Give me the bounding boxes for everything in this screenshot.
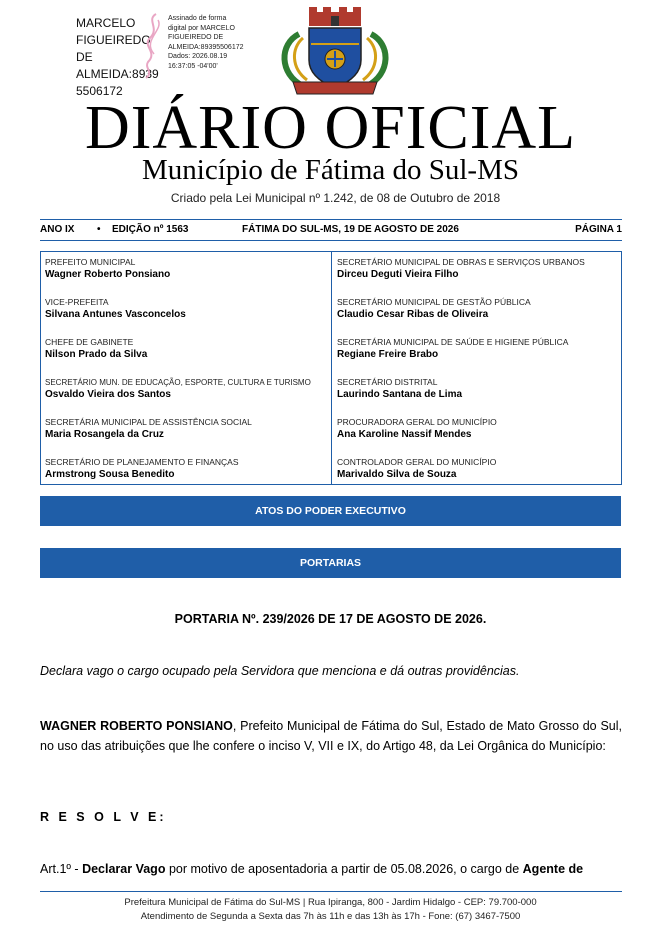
section-header-portarias: PORTARIAS bbox=[40, 548, 621, 578]
edition-bar-bottom-rule bbox=[40, 240, 622, 241]
footer-rule bbox=[40, 891, 622, 892]
creation-law-note: Criado pela Lei Municipal nº 1.242, de 08 de Outubro de 2018 bbox=[170, 191, 501, 205]
signature-detail-line: FIGUEIREDO DE bbox=[168, 34, 224, 42]
signature-name-line: ALMEIDA:8939 bbox=[76, 67, 159, 81]
footer-hours: Atendimento de Segunda a Sexta das 7h às 11h e das 13h às 17h - Fone: (67) 3467-7500 bbox=[140, 911, 521, 922]
signature-detail-line: digital por MARCELO bbox=[168, 24, 235, 32]
page-subtitle: Município de Fátima do Sul-MS bbox=[142, 154, 519, 186]
officials-divider bbox=[331, 252, 332, 484]
official-name: Armstrong Sousa Benedito bbox=[45, 469, 175, 480]
signature-detail-line: Assinado de forma bbox=[168, 15, 227, 22]
edition-number: EDIÇÃO nº 1563 bbox=[112, 224, 189, 235]
edition-bar bbox=[40, 223, 622, 237]
official-entry bbox=[45, 337, 330, 361]
portaria-ementa: Declara vago o cargo ocupado pela Servidora que menciona e dá outras providências. bbox=[40, 664, 520, 678]
official-name: Nilson Prado da Silva bbox=[45, 349, 148, 360]
portaria-intro-text: , Prefeito Municipal de Fátima do Sul, Estado de Mato Grosso do Sul, no uso das atribuições que lhe confere o inciso V, VII e IX, do Artigo 48, da Lei Orgânica do Município: bbox=[40, 719, 622, 753]
edition-place-date: FÁTIMA DO SUL-MS, 19 DE AGOSTO DE 2026 bbox=[242, 224, 459, 235]
official-name: Silvana Antunes Vasconcelos bbox=[45, 309, 186, 320]
official-entry bbox=[45, 257, 330, 281]
official-role: CHEFE DE GABINETE bbox=[45, 337, 134, 347]
signature-name-line: 5506172 bbox=[76, 84, 123, 98]
mayor-name: WAGNER ROBERTO PONSIANO bbox=[40, 719, 233, 733]
official-entry bbox=[337, 457, 622, 481]
official-entry bbox=[337, 417, 622, 441]
official-name: Laurindo Santana de Lima bbox=[337, 389, 463, 400]
portaria-title: PORTARIA Nº. 239/2026 DE 17 DE AGOSTO DE 2026. bbox=[174, 612, 487, 626]
article-1-text: por motivo de aposentadoria a partir de 05.08.2026, o cargo de bbox=[165, 862, 523, 876]
municipal-coat-of-arms-icon bbox=[269, 4, 401, 96]
official-name: Wagner Roberto Ponsiano bbox=[45, 269, 171, 280]
official-role: SECRETÁRIO MUN. DE EDUCAÇÃO, ESPORTE, CULTURA E TURISMO bbox=[45, 378, 311, 387]
official-role: SECRETÁRIO DISTRITAL bbox=[337, 377, 438, 387]
official-entry bbox=[337, 377, 622, 401]
official-entry bbox=[45, 377, 330, 401]
signature-detail-line: 16:37:05 -04'00' bbox=[168, 62, 218, 70]
edition-bar-top-rule bbox=[40, 219, 622, 220]
official-role: SECRETÁRIA MUNICIPAL DE SAÚDE E HIGIENE PÚBLICA bbox=[337, 337, 569, 347]
official-name: Regiane Freire Brabo bbox=[337, 349, 439, 360]
official-role: SECRETÁRIA MUNICIPAL DE ASSISTÊNCIA SOCIAL bbox=[45, 417, 252, 427]
signature-flourish-icon bbox=[136, 10, 166, 80]
official-name: Marivaldo Silva de Souza bbox=[337, 469, 457, 480]
official-role: PREFEITO MUNICIPAL bbox=[45, 257, 136, 267]
official-name: Claudio Cesar Ribas de Oliveira bbox=[337, 309, 489, 320]
article-1-action: Declarar Vago bbox=[82, 862, 166, 876]
official-role: CONTROLADOR GERAL DO MUNICÍPIO bbox=[337, 457, 497, 467]
article-1 bbox=[40, 862, 622, 877]
page-title: DIÁRIO OFICIAL bbox=[84, 94, 577, 162]
official-entry bbox=[45, 417, 330, 441]
official-name: Dirceu Deguti Vieira Filho bbox=[337, 269, 459, 280]
official-name: Osvaldo Vieira dos Santos bbox=[45, 389, 171, 400]
official-name: Maria Rosangela da Cruz bbox=[45, 429, 164, 440]
signature-details bbox=[168, 14, 278, 72]
article-1-label: Art.1º - bbox=[40, 862, 83, 876]
edition-year: ANO IX bbox=[40, 224, 75, 235]
official-entry bbox=[337, 297, 622, 321]
signature-name-line: MARCELO bbox=[76, 16, 136, 30]
portaria-intro bbox=[40, 716, 622, 756]
official-role: PROCURADORA GERAL DO MUNICÍPIO bbox=[337, 417, 497, 427]
signature-detail-line: Dados: 2026.08.19 bbox=[168, 53, 228, 61]
signature-detail-line: ALMEIDA:89395506172 bbox=[168, 43, 244, 51]
footer-address: Prefeitura Municipal de Fátima do Sul-MS | Rua Ipiranga, 800 - Jardim Hidalgo - CEP: 79.700-000 bbox=[124, 897, 537, 908]
edition-bullet: • bbox=[97, 224, 101, 235]
article-1-position: Agente de bbox=[522, 862, 584, 876]
section-header-executive: ATOS DO PODER EXECUTIVO bbox=[40, 496, 621, 526]
official-name: Ana Karoline Nassif Mendes bbox=[337, 429, 472, 440]
official-entry bbox=[45, 457, 330, 481]
official-role: VICE-PREFEITA bbox=[45, 297, 109, 307]
resolve-heading: R E S O L V E: bbox=[40, 810, 167, 824]
signature-name-line: FIGUEIREDO DE bbox=[76, 33, 151, 64]
official-role: SECRETÁRIO MUNICIPAL DE GESTÃO PÚBLICA bbox=[337, 297, 531, 307]
official-role: SECRETÁRIO DE PLANEJAMENTO E FINANÇAS bbox=[45, 457, 239, 467]
official-entry bbox=[337, 337, 622, 361]
official-entry bbox=[337, 257, 622, 281]
official-entry bbox=[45, 297, 330, 321]
page-footer bbox=[0, 896, 661, 924]
official-role: SECRETÁRIO MUNICIPAL DE OBRAS E SERVIÇOS URBANOS bbox=[337, 257, 585, 267]
edition-page: PÁGINA 1 bbox=[575, 224, 622, 235]
officials-table bbox=[40, 251, 622, 485]
